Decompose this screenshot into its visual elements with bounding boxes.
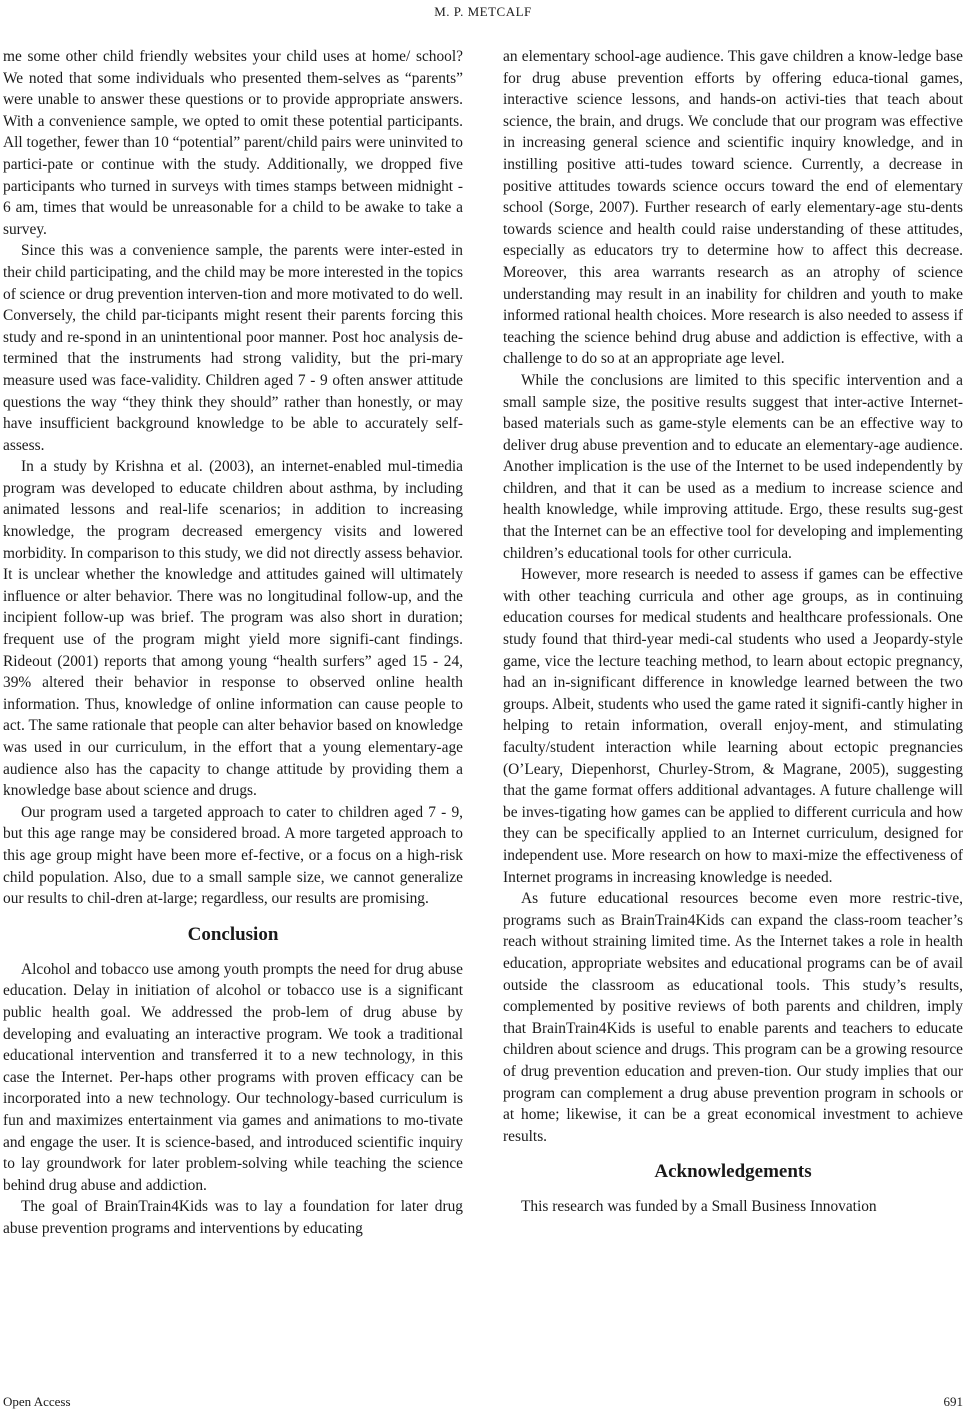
- page-number: 691: [943, 1394, 963, 1409]
- paragraph: Since this was a convenience sample, the parents were inter-ested in their child participating, and the child may be more interested in the topics of science or drug prevention interven-tion and more motivated to do well. Conversely, the child par-ticipants might resent their parents forcing this study and re-spond in an unintentional poor manner. Post hoc analysis de-termined that the instruments had strong validity, but the pri-mary measure used was face-validity. Children aged 7 - 9 often answer attitude questions the way “they think they should” rather than honestly, or may have insufficient background knowledge to be able to accurately self-assess.: [3, 242, 463, 454]
- paragraph: Alcohol and tobacco use among youth prompts the need for drug abuse education. Delay in initiation of alcohol or tobacco use is a significant public health goal. We addressed the prob-lem of drug abuse by developing and evaluating an interactive program. We took a traditional educational intervention and transferred it to a new technology, in this case the Internet. Per-haps other programs with proven efficacy can be incorporated into a new technology. Our technology-based curriculum is fun and maximizes entertainment via games and animations to mo-tivate and engage the user. It is science-based, and introduced scientific inquiry to lay groundwork for later problem-solving while teaching the science behind drug abuse and addiction.: [3, 960, 463, 1194]
- paragraph: As future educational resources become even more restric-tive, programs such as BrainTrain4Kids can expand the class-room teacher’s reach without straining limited time. As the Internet takes a role in health education, appropriate websites and educational programs can be of avail outside the classroom as educational tools. This study’s results, complemented by positive reviews of both parents and children, imply that BrainTrain4Kids is useful to enable parents and teachers to educate children about science and drugs. This program can be a growing resource of drug prevention education and preven-tion. Our study implies that our program can complement a drug abuse prevention program in schools or at home; likewise, it can be a great economical investment to achieve results.: [503, 890, 963, 1145]
- paragraph: Our program used a targeted approach to cater to children aged 7 - 9, but this age range may be considered broad. A more targeted approach to this age group might have been more ef-fective, or a focus on a high-risk child population. Also, due to a small sample size, we cannot generalize our results to chil-dren at-large; regardless, our results are promising.: [3, 803, 463, 908]
- paragraph: However, more research is needed to assess if games can be effective with other teaching curricula and other age groups, as in continuing education courses for medical students and healthcare professionals. One study found that third-year medi-cal students who used a Jeopardy-style game, vice the lecture teaching method, to learn about ectopic pregnancy, had an in-significant difference in knowledge learned between the two groups. Albeit, students who used the game rated it signifi-cantly higher in helping to retain information, overall enjoy-ment, and stimulating faculty/student interaction while learning about ectopic pregnancies (O’Leary, Diepenhorst, Churley-Strom, & Magrane, 2005), suggesting that the game format offers additional advantages. A future challenge will be inves-tigating how games can be applied to different curricula and how they can be specifically applied to an Internet curriculum, designed for independent use. More research on how to maxi-mize the effectiveness of Internet programs in increasing knowledge is needed.: [503, 566, 963, 886]
- paragraph: The goal of BrainTrain4Kids was to lay a foundation for later drug abuse prevention programs and interventions by educating: [3, 1198, 463, 1237]
- footer-open-access: Open Access: [3, 1394, 71, 1409]
- section-heading-acknowledgements: Acknowledgements: [654, 1161, 812, 1183]
- paragraph: me some other child friendly websites your child uses at home/ school? We noted that some individuals who presented them-selves as “parents” were unable to answer these questions or to provide appropriate answers. With a convenience sample, we opted to omit these potential participants. All together, fewer than 10 “potential” parent/child pairs were uninvited to partici-pate or continue with the study. Additionally, we dropped five participants who turned in surveys with times stamps between midnight - 6 am, times that would be unreasonable for a child to be awake to take a survey.: [3, 48, 463, 238]
- running-head: M. P. METCALF: [434, 4, 532, 19]
- paragraph: This research was funded by a Small Business Innovation: [521, 1198, 877, 1216]
- paragraph: In a study by Krishna et al. (2003), an internet-enabled mul-timedia program was developed to educate children about asthma, by including animated lessons and real-life scenarios; in addition to increasing knowledge, the program decreased emergency visits and lowered morbidity. In comparison to this study, we did not directly assess behavior. It is unclear whether the knowledge and attitudes gained will ultimately influence or alter behavior. There was no longitudinal follow-up, and the incipient follow-up was brief. The program was also short in duration; frequent use of the program might yield more signifi-cant findings. Rideout (2001) reports that among young “health surfers” aged 15 - 24, 39% altered their behavior in response to observed online health information. Thus, knowledge of online information can cause people to act. The same rationale that people can alter behavior based on knowledge was used in our curriculum, in the effort that a young elementary-age audience also has the capacity to change attitude by providing them a knowledge base about science and drugs.: [3, 458, 463, 800]
- left-column: [3, 46, 463, 1239]
- right-column: [503, 46, 963, 1218]
- section-heading-conclusion: Conclusion: [187, 923, 279, 945]
- paragraph: an elementary school-age audience. This gave children a know-ledge base for drug abuse prevention efforts by offering educa-tional games, interactive science lessons, and hands-on activi-ties that teach about science, the brain, and drugs. We conclude that our program was effective in increasing general science and scientific inquiry knowledge, and in instilling positive atti-tudes toward science. Currently, a decrease in positive attitudes towards science occurs toward the end of elementary school (Sorge, 2007). Further research of early elementary-age stu-dents towards science and health could raise understanding of these attitudes, especially as educators try to determine how to affect this decrease. Moreover, this area warrants research as an atrophy of science understanding may result in an inability for children and youth to make informed rational health choices. More research is also needed to assess if teaching the science behind drug abuse and addiction is effective, with a challenge to do so at an appropriate age level.: [503, 48, 963, 368]
- paragraph: While the conclusions are limited to this specific intervention and a small sample size, the positive results suggest that inter-active Internet-based materials such as game-style elements can be an effective way to deliver drug abuse prevention and to educate an elementary-age audience. Another implication is the use of the Internet to be used independently by children, and that it can be used as a medium to increase science and health knowledge, while improving attitude. Ergo, these results sug-gest that the Internet can be an effective tool for developing and implementing children’s educational tools for other curricula.: [503, 371, 963, 562]
